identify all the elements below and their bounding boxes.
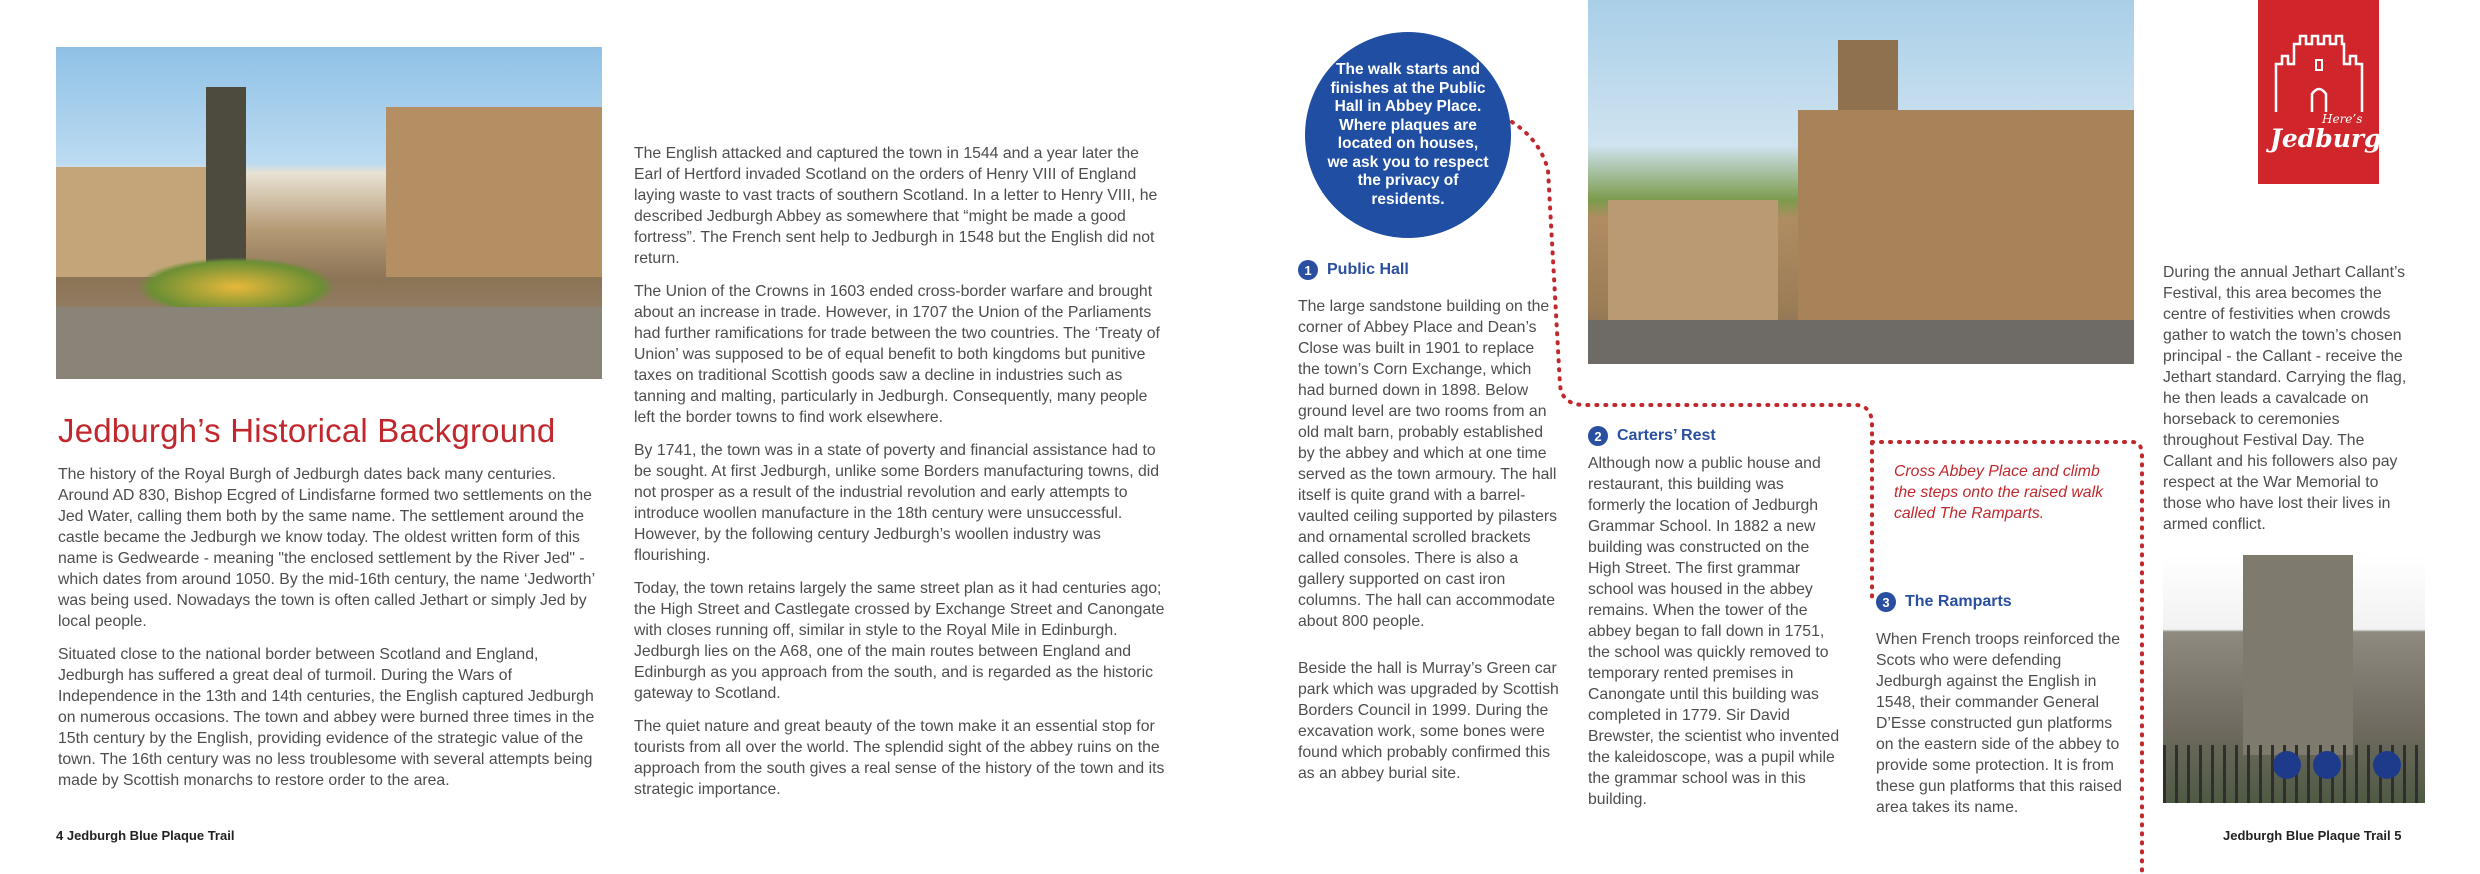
- stop-2-heading: [1588, 426, 1716, 446]
- festival-description: [2163, 262, 2417, 547]
- walk-start-badge: [1305, 32, 1511, 238]
- festival-paragraph: During the annual Jethart Callant’s Festival, this area becomes the centre of festivities when crowds gather to watch the town’s chosen principal - the Callant - receive the Jethart standard. Carrying the flag, he then leads a cavalcade on horseback to ceremonies throughout Festival Day. The Callant and his followers also pay respect at the War Memorial to those who have lost their lives in armed conflict.: [2163, 264, 2407, 533]
- walk-start-text: The walk starts and finishes at the Public Hall in Abbey Place. Where plaques are located on houses, we ask you to respect the privacy of residents.: [1327, 61, 1489, 208]
- stop-number-badge: 3: [1876, 592, 1896, 612]
- history-column-1: [58, 464, 606, 803]
- logo-tagline: Here’s: [2322, 112, 2363, 126]
- direction-note: Cross Abbey Place and climb the steps onto the raised walk called The Ramparts.: [1894, 463, 2103, 522]
- stop-1-description: [1298, 296, 1560, 796]
- stop-paragraph: When French troops reinforced the Scots who were defending Jedburgh against the English in 1548, their commander General D’Esse constructed gun platforms on the eastern side of the abbey to provide some protection. It is from these gun platforms that this raised area takes its name.: [1876, 631, 2122, 816]
- footer-left-page-number: 4 Jedburgh Blue Plaque Trail: [56, 828, 235, 843]
- stop-3-description: [1876, 629, 2128, 830]
- history-paragraph: Today, the town retains largely the same street plan as it had centuries ago; the High Street and Castlegate crossed by Exchange Street and Canongate with closes running off, similar in style to the Royal Mile in Edinburgh. Jedburgh lies on the A68, one of the main routes between England and Edinburgh as you approach from the south, and is regarded as the historic gateway to Scotland.: [634, 580, 1165, 702]
- footer-right-page-number: Jedburgh Blue Plaque Trail 5: [2223, 828, 2402, 843]
- history-paragraph: The history of the Royal Burgh of Jedburgh dates back many centuries. Around AD 830, Bishop Ecgred of Lindisfarne formed two settlements on the Jed Water, calling them both by the same name. The settlement around the castle became the Jedburgh we know today. The oldest written form of this name is Gedwearde - meaning "the enclosed settlement by the River Jed" - which dates from around 1050. By the mid-16th century, the name ‘Jedworth’ was being used. Nowadays the town is often called Jethart or simply Jed by local people.: [58, 466, 595, 630]
- castle-outline-icon: [2272, 34, 2366, 114]
- stop-paragraph: Beside the hall is Murray’s Green car park which was upgraded by Scottish Borders Council in 1999. During the excavation work, some bones were found which probably confirmed this as an abbey burial site.: [1298, 660, 1559, 782]
- stop-3-heading: [1876, 592, 2012, 612]
- stop-paragraph: Although now a public house and restaurant, this building was formerly the location of Jedburgh Grammar School. In 1882 a new building was constructed on the High Street. The first grammar school was housed in the abbey remains. When the tower of the abbey began to fall down in 1751, the school was quickly removed to temporary rented premises in Canongate until this building was completed in 1779. Sir David Brewster, the scientist who invented the kaleidoscope, was a pupil while the grammar school was in this building.: [1588, 455, 1840, 808]
- stop-number-badge: 2: [1588, 426, 1608, 446]
- history-paragraph: By 1741, the town was in a state of poverty and financial assistance had to be sought. At first Jedburgh, unlike some Borders manufacturing towns, did not prosper as a result of the industrial revolution and early attempts to introduce woollen manufacture in the 18th century were unsuccessful. However, by the following century Jedburgh’s woollen industry was flourishing.: [634, 442, 1160, 564]
- stop-2-description: [1588, 453, 1840, 822]
- stop-number-badge: 1: [1298, 260, 1318, 280]
- history-paragraph: The Union of the Crowns in 1603 ended cross-border warfare and brought about an increase in trade. However, in 1707 the Union of the Parliaments had further ramifications for trade between the two countries. The ‘Treaty of Union’ was supposed to be of equal benefit to both kingdoms but punitive taxes on traditional Scottish goods saw a decline in industries such as tanning and malting, particularly in Jedburgh. Consequently, many people left the border towns to find work elsewhere.: [634, 283, 1160, 426]
- history-paragraph: Situated close to the national border between Scotland and England, Jedburgh has suffered a great deal of turmoil. During the Wars of Independence in the 13th and 14th centuries, the English captured Jedburgh on numerous occasions. The town and abbey were burned three times in the 15th century by the English, providing evidence of the strategic value of the town. The 16th century was no less troublesome with several attempts being made by Scottish monarchs to restore order to the area.: [58, 646, 595, 789]
- public-hall-photo: [1588, 0, 2134, 364]
- page-title: Jedburgh’s Historical Background: [58, 412, 556, 449]
- stop-paragraph: The large sandstone building on the corner of Abbey Place and Dean’s Close was built in 1901 to replace the town’s Corn Exchange, which had burned down in 1898. Below ground level are two rooms from an old malt barn, probably established by the abbey and which at one time served as the town armoury. The hall itself is quite grand with a barrel-vaulted ceiling supported by pilasters and ornamental scrolled brackets called consoles. There is also a gallery supported on cast iron columns. The hall can accommodate about 800 people.: [1298, 298, 1558, 630]
- history-column-2: [634, 143, 1166, 812]
- jedburgh-market-cross-photo: [56, 47, 602, 379]
- stop-1-heading: [1298, 260, 1409, 280]
- stop-title: The Ramparts: [1905, 593, 2012, 610]
- history-paragraph: The quiet nature and great beauty of the town make it an essential stop for tourists from all over the world. The splendid sight of the abbey ruins on the approach from the south gives a real sense of the history of the town and its strategic importance.: [634, 718, 1165, 798]
- stop-title: Public Hall: [1327, 261, 1409, 278]
- logo-wordmark: Jedburgh: [2270, 124, 2400, 153]
- abbey-ruins-photo: [2163, 555, 2425, 803]
- heres-jedburgh-logo: [2258, 0, 2400, 184]
- history-paragraph: The English attacked and captured the town in 1544 and a year later the Earl of Hertford invaded Scotland on the orders of Henry VIII of England laying waste to vast tracts of southern Scotland. In a letter to Henry VIII, he described Jedburgh Abbey as somewhere that “might be made a good fortress”. The French sent help to Jedburgh in 1548 but the English did not return.: [634, 145, 1158, 267]
- stop-title: Carters’ Rest: [1617, 427, 1716, 444]
